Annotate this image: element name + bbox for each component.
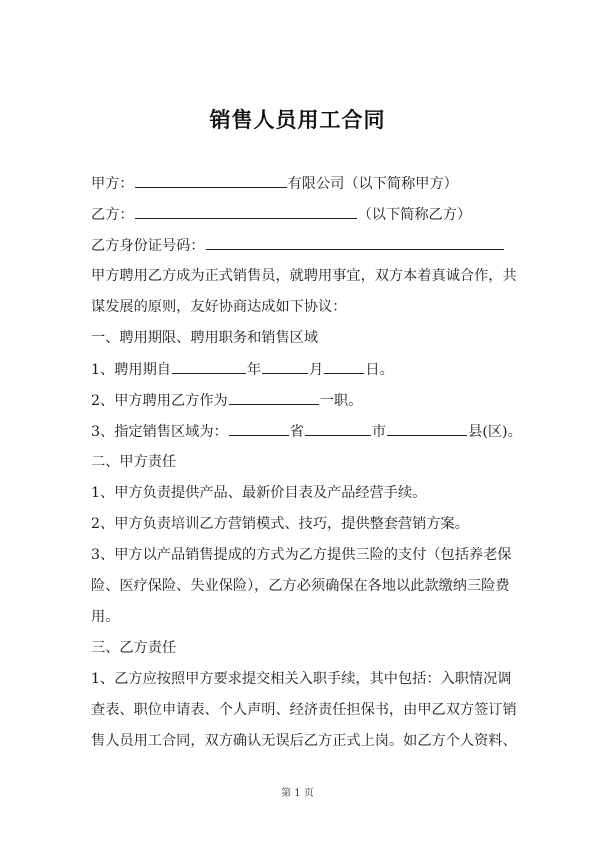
- party-b-suffix: （以下简称乙方）: [357, 207, 472, 223]
- county-blank[interactable]: [387, 421, 467, 436]
- party-a-blank[interactable]: [135, 173, 287, 188]
- city-label: 市: [371, 424, 387, 440]
- clause-2-2: 2、甲方负责培训乙方营销模式、技巧，提供整套营销方案。: [91, 516, 469, 532]
- province-label: 省: [289, 424, 304, 440]
- clause-1-2: [91, 390, 362, 411]
- province-blank[interactable]: [229, 421, 289, 436]
- clause-2-1: 1、甲方负责提供产品、最新价目表及产品经营手续。: [91, 485, 427, 501]
- county-label: 县(区)。: [468, 424, 522, 440]
- id-number-label: 乙方身份证号码：: [91, 238, 205, 254]
- clause-3-1-line-1: 1、乙方应按照甲方要求提交相关入职手续，其中包括：入职情况调: [91, 671, 512, 687]
- clause-2-3-line-1: 3、甲方以产品销售提成的方式为乙方提供三险的支付（包括养老保: [91, 547, 512, 563]
- intro-line-1: 甲方聘用乙方成为正式销售员，就聘用事宜，双方本着真诚合作，共: [91, 268, 517, 284]
- party-a-suffix: 有限公司（以下简称甲方）: [287, 176, 458, 192]
- city-blank[interactable]: [305, 421, 371, 436]
- section-3-heading: 三、乙方责任: [91, 640, 177, 656]
- party-b-line: [91, 204, 471, 225]
- page-number: 第 1 页: [281, 788, 314, 799]
- id-number-line: [91, 235, 505, 256]
- clause-1-1-prefix: 1、聘用期自: [91, 362, 171, 378]
- year-label: 年: [246, 362, 262, 378]
- clause-1-2-suffix: 一职。: [319, 393, 363, 409]
- clause-1-3: [91, 421, 522, 442]
- id-number-blank[interactable]: [206, 235, 504, 250]
- month-label: 月: [309, 362, 324, 378]
- start-year-blank[interactable]: [172, 359, 246, 374]
- section-1-heading: 一、聘用期限、聘用职务和销售区域: [91, 330, 319, 346]
- start-day-blank[interactable]: [324, 359, 364, 374]
- position-blank[interactable]: [229, 390, 319, 405]
- clause-1-1: [91, 359, 394, 380]
- clause-1-3-prefix: 3、指定销售区域为：: [91, 424, 228, 440]
- clause-3-1-line-3: 售人员用工合同，双方确认无误后乙方正式上岗。如乙方个人资料、: [91, 733, 517, 749]
- section-2-heading: 二、甲方责任: [91, 454, 177, 470]
- party-a-label: 甲方：: [91, 176, 134, 192]
- start-month-blank[interactable]: [262, 359, 308, 374]
- party-a-line: [91, 173, 458, 194]
- clause-3-1-line-2: 查表、职位申请表、个人声明、经济责任担保书，由甲乙双方签订销: [91, 702, 517, 718]
- clause-1-2-prefix: 2、甲方聘用乙方作为: [91, 393, 228, 409]
- document-title: 销售人员用工合同: [209, 107, 386, 132]
- intro-line-2: 谋发展的原则，友好协商达成如下协议：: [91, 299, 347, 315]
- party-b-label: 乙方：: [91, 207, 134, 223]
- clause-2-3-line-2: 险、医疗保险、失业保险），乙方必须确保在各地以此款缴纳三险费: [91, 578, 510, 594]
- party-b-blank[interactable]: [135, 204, 357, 219]
- clause-2-3-line-3: 用。: [91, 609, 120, 625]
- day-label: 日。: [365, 362, 394, 378]
